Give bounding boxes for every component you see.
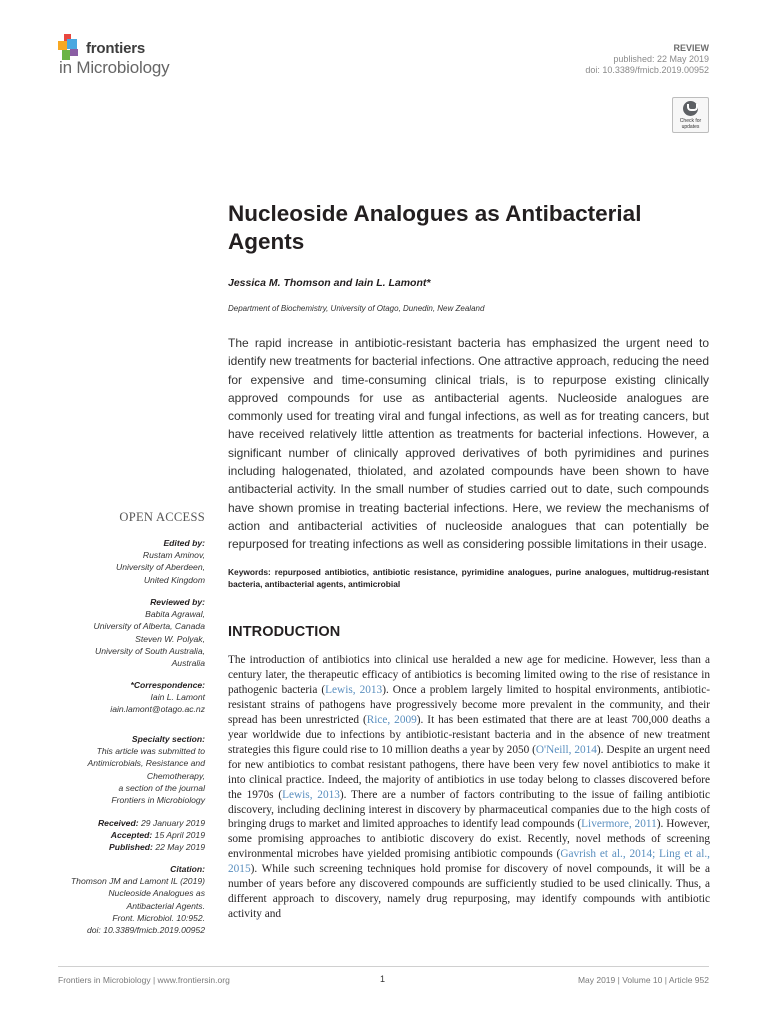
citation-link[interactable]: Rice, 2009	[366, 713, 417, 726]
open-access-label: OPEN ACCESS	[119, 510, 205, 524]
edited-by-block: Edited by: Rustam Aminov, University of Aberdeen, United Kingdom	[35, 537, 205, 586]
doi[interactable]: doi: 10.3389/fmicb.2019.00952	[585, 65, 709, 75]
keywords	[228, 566, 709, 590]
article-meta	[585, 43, 709, 76]
article-title: Nucleoside Analogues as Antibacterial Agents	[228, 201, 642, 254]
reviewed-by-label: Reviewed by:	[150, 597, 205, 607]
abstract: The rapid increase in antibiotic-resistant bacteria has emphasized the urgent need to identify new treatments for bacterial infections. One attractive approach, reducing the need for expensive and time-consuming clinical trials, is to repurpose existing clinically approved compounds for use as antibacterial agents. Nucleoside analogues are commonly used for treating viral and fungal infections, as well as for treating cancers, but have received relatively little attention as treatments for bacterial infections. However, a significant number of clinically approved derivatives of both pyrimidines and purines including halogenated, thiolated, and azolated compounds have been shown to have antibacterial activity. In the small number of studies carried out to date, such compounds have shown promise in treating bacterial infections. Here, we review the mechanisms of action and antibacterial activities of nucleoside analogues that can potentially be repurposed for treating infections as well as considering possible limitations in their usage.	[228, 336, 709, 552]
section-heading: INTRODUCTION	[228, 624, 341, 640]
citation-link[interactable]: Livermore, 2011	[581, 818, 657, 831]
citation-block: Citation: Thomson JM and Lamont IL (2019) Nucleoside Analogues as Antibacterial Agents. Front. Microbiol. 10:952. doi: 10.3389/fmicb.2019.00952	[35, 863, 205, 936]
footer-issue-info: May 2019 | Volume 10 | Article 952	[577, 975, 709, 985]
crossmark-icon	[683, 101, 698, 116]
footer-journal-link[interactable]: Frontiers in Microbiology | www.frontiersin.org	[58, 975, 230, 985]
citation-link[interactable]: Lewis, 2013	[282, 788, 340, 801]
intro-paragraph: The introduction of antibiotics into clinical use heralded a new age for medicine. However, less than a century later, the therapeutic efficacy of antibiotics is becoming limited owing to the rise of resistance in pathogenic bacteria (Lewis, 2013). Once a problem largely limited to hospital environments, antibiotic-resistant strains of pathogens have progressively become more prevalent in the community, and their spread has been unrestricted (Rice, 2009). It has been estimated that there are at least 700,000 deaths a year worldwide due to infections by antibiotic-resistant bacteria and in the absence of new treatment strategies this figure could rise to 10 million deaths a year by 2050 (O'Neill, 2014). Despite an urgent need for new antibiotics to combat resistant pathogens, there have been very few novel antibiotics to make it into clinical practice. Indeed, the majority of antibiotics in use today belong to classes discovered before the 1970s (Lewis, 2013). There are a number of factors contributing to the issue of failing antibiotic discovery, including declining interest in discovery by pharmaceutical companies due to the high costs of bringing drugs to market and limited approaches to identify lead compounds (Livermore, 2011). However, some promising approaches to antibiotic discovery do exist. Recently, novel methods of screening environmental microbes have yielded promising antibiotic compounds (Gavrish et al., 2014; Ling et al., 2015). While such screening techniques hold promise for discovery of novel compounds, it will be a number of years before any discovered compounds are sufficiently studied to be used clinically. Thus, a different approach to discovery, namely drug repurposing, may identify compounds with antibiotic activity and	[228, 654, 710, 921]
correspondence-email[interactable]: iain.lamont@otago.ac.nz	[110, 704, 205, 715]
correspondence-label: *Correspondence:	[130, 680, 205, 690]
journal-logo-line1: frontiers	[86, 40, 146, 57]
citation-link[interactable]: Lewis, 2013	[325, 683, 383, 696]
citation-link[interactable]: Gavrish et al., 2014; Ling et al., 2015	[228, 848, 710, 876]
published-date: published: 22 May 2019	[613, 54, 709, 64]
footer-divider	[58, 966, 709, 967]
authors: Jessica M. Thomson and Iain L. Lamont*	[228, 277, 431, 289]
edited-by-label: Edited by:	[163, 538, 205, 548]
citation-label: Citation:	[170, 864, 205, 874]
dates-block: Received: 29 January 2019 Accepted: 15 April 2019 Published: 22 May 2019	[97, 818, 205, 853]
page-number: 1	[380, 974, 386, 984]
reviewed-by-block: Reviewed by: Babita Agrawal, University of Alberta, Canada Steven W. Polyak, University of South Australia, Australia	[35, 596, 205, 669]
crossmark-label: Check for updates	[679, 118, 702, 130]
specialty-section-block: Specialty section: This article was submitted to Antimicrobials, Resistance and Chemotherapy, a section of the journal Frontiers in Microbiology	[35, 733, 205, 806]
keywords-list: repurposed antibiotics, antibiotic resistance, pyrimidine analogues, purine analogues, multidrug-resistant bacteria, antibacterial agents, antimicrobial	[228, 567, 710, 589]
frontiers-logo-icon	[58, 34, 82, 60]
article-type: REVIEW	[673, 43, 709, 53]
check-for-updates-badge[interactable]	[672, 97, 709, 133]
specialty-label: Specialty section:	[131, 734, 205, 744]
correspondence-block: *Correspondence: Iain L. Lamont iain.lamont@otago.ac.nz	[35, 679, 205, 716]
affiliation: Department of Biochemistry, University of Otago, Dunedin, New Zealand	[228, 304, 485, 313]
journal-logo-line2: in Microbiology	[59, 58, 170, 77]
keywords-label: Keywords:	[228, 567, 271, 577]
citation-link[interactable]: O'Neill, 2014	[535, 743, 597, 756]
